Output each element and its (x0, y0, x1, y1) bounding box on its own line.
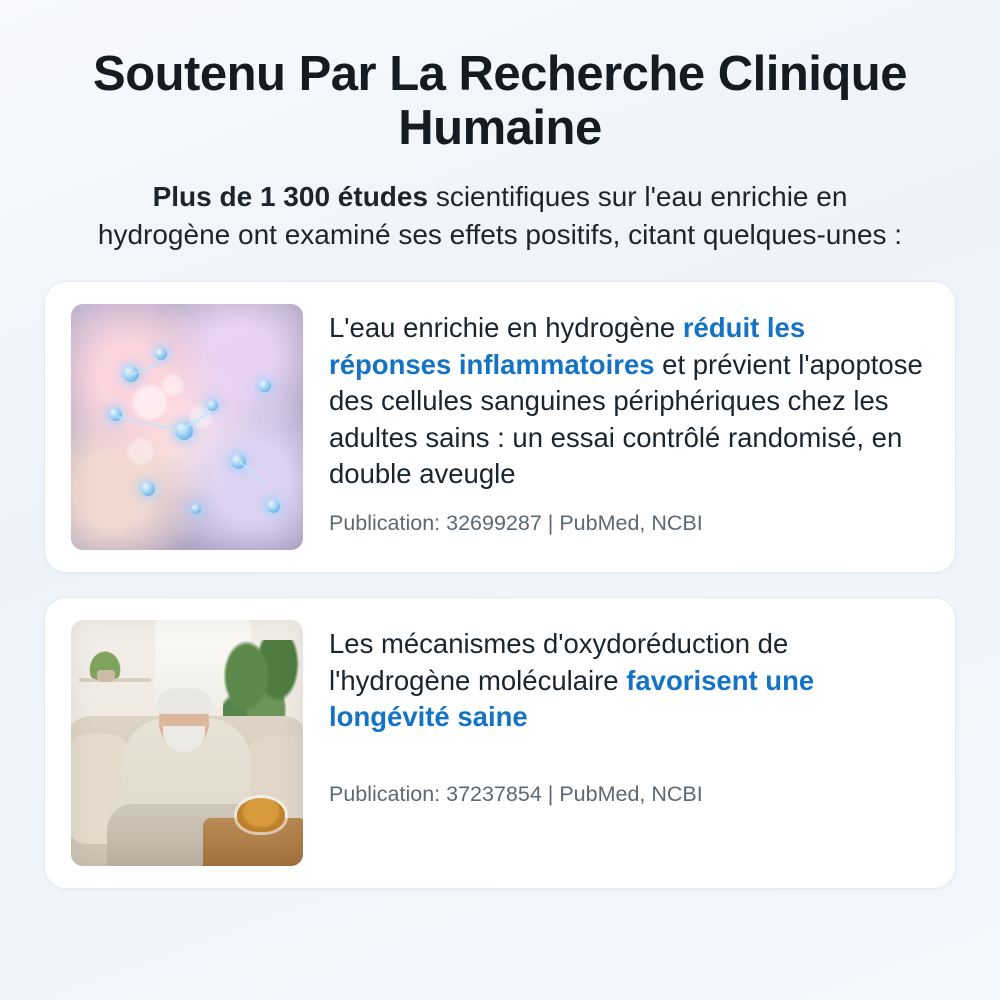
senior-man-living-room-photo (71, 620, 303, 866)
publication-reference: Publication: 37237854 | PubMed, NCBI (329, 781, 703, 806)
publication-reference: Publication: 32699287 | PubMed, NCBI (329, 510, 703, 535)
study-title-before: Les mécanismes d'oxydoréduction de l'hydrogène moléculaire (329, 628, 789, 696)
page-subtitle (96, 178, 904, 255)
subtitle-rest: scientifiques sur l'eau enrichie en hydrogène ont examiné ses effets positifs, citant quelques-unes : (97, 180, 903, 251)
study-card-body (329, 620, 929, 807)
study-card-list (44, 281, 956, 889)
study-title (329, 626, 929, 736)
study-title-highlight: réduit les réponses inflammatoires (329, 312, 806, 380)
study-title (329, 310, 929, 493)
cells-molecules-illustration (71, 304, 303, 550)
study-card (44, 597, 956, 889)
study-title-after: et prévient l'apoptose des cellules sanguines périphériques chez les adultes sains : un essai contrôlé randomisé, en double aveugle (329, 348, 923, 490)
page-title: Soutenu Par La Recherche Clinique Humaine (93, 47, 907, 155)
subtitle-emphasis: Plus de 1 300 études (152, 180, 429, 212)
image-vignette (71, 620, 303, 866)
study-card (44, 281, 956, 573)
study-card-body (329, 304, 929, 536)
study-title-before: L'eau enrichie en hydrogène (329, 312, 683, 344)
study-title-highlight: favorisent une longévité saine (329, 664, 815, 733)
image-vignette (71, 304, 303, 550)
